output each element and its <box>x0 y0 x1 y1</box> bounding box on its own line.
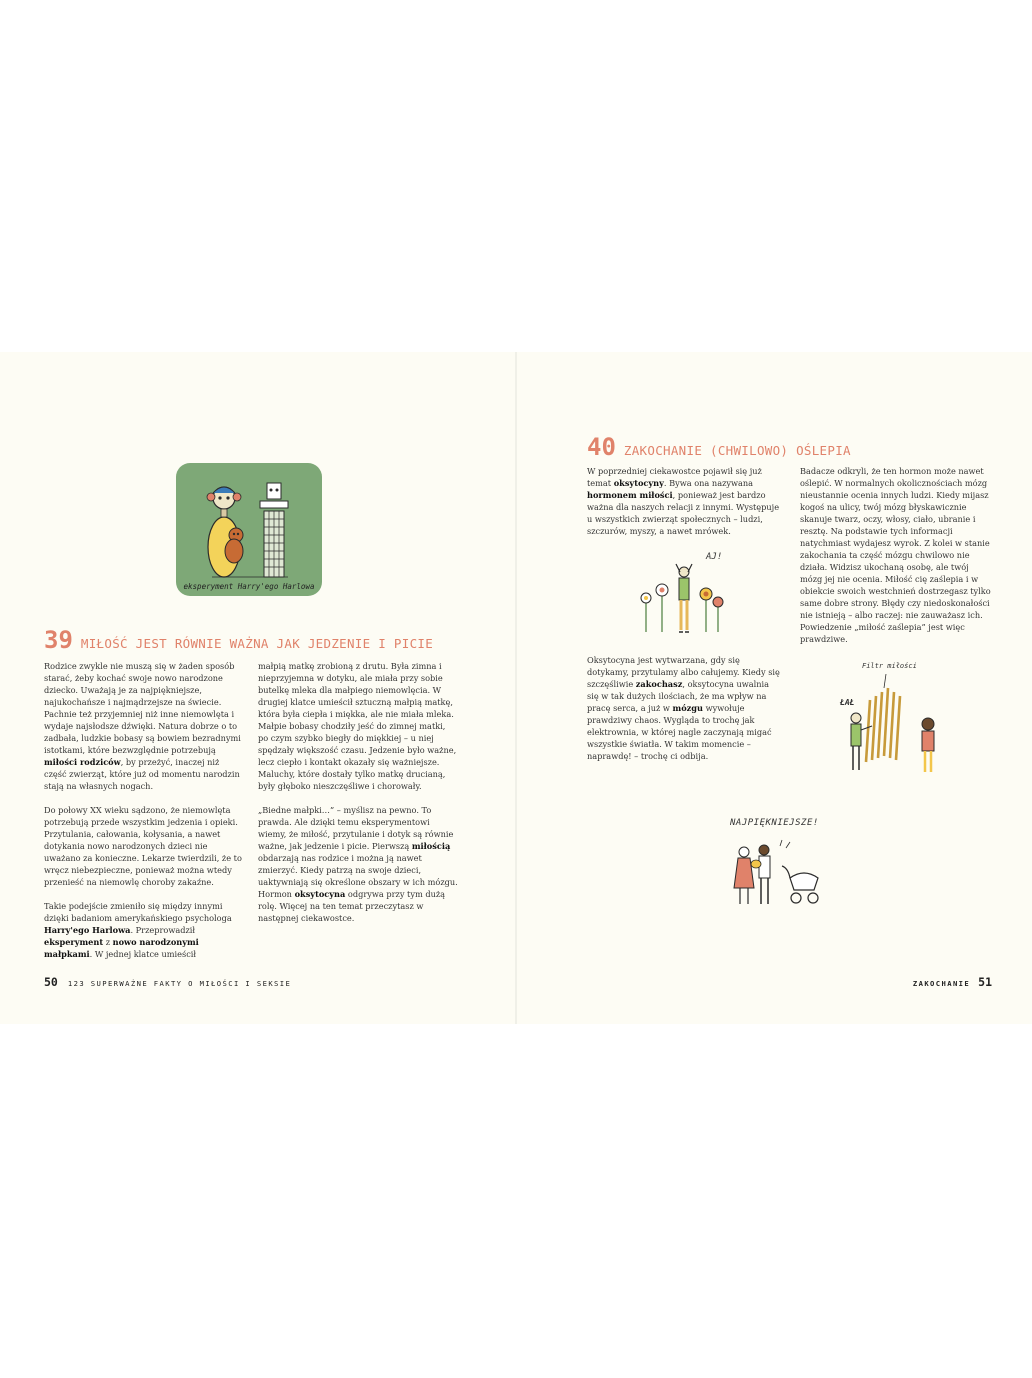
filter-of-love-drawing <box>836 660 946 778</box>
paragraph: Oksytocyna jest wytwarzana, gdy się dotykamy, przytulamy albo całujemy. Kiedy się szczęśliwie zakochasz, oksytocyna uwalnia się w tak dużych ilościach, że ma wpływ na pracę serca, a już w mózgu wywołuje prawdziwy chaos. Wygląda to trochę jak elektrownia, w której nagle zaczynają migać wszystkie światła. W takim momencie – naprawdę! – trochę ci odbija. <box>587 655 780 761</box>
paragraph: Takie podejście zmieniło się między innymi dzięki badaniom amerykańskiego psychologa Harry'ego Harlowa. Przeprowadził eksperyment z nowo narodzonymi małpkami. W jednej klatce umieścił <box>44 901 232 959</box>
most-beautiful-exclamation: NAJPIĘKNIEJSZE! <box>730 818 819 828</box>
section-39-number: 39 <box>44 626 73 654</box>
book-spread <box>0 352 1032 1024</box>
left-page-footer <box>44 975 291 989</box>
paragraph: W poprzedniej ciekawostce pojawił się już temat oksytocyny. Bywa ona nazywana hormonem miłości, ponieważ jest bardzo ważna dla naszych relacji z innymi. Występuje u wszystkich zwierząt społecznych – ludzi, szczurów, myszy, a nawet mrówek. <box>587 466 780 536</box>
wow-label: ŁAŁ <box>840 698 855 707</box>
flowers-illustration <box>632 552 728 634</box>
flowers-exclamation: AJ! <box>706 552 723 562</box>
section-39-column-2 <box>258 660 458 936</box>
paragraph: małpią matkę zrobioną z drutu. Była zimna i nieprzyjemna w dotyku, ale miała przy sobie butelkę mleka dla małpiego niemowlęcia. W drugiej klatce umieścił sztuczną małpią matkę, która była ciepła i miękka, ale nie miała mleka. Małpie bobasy chodziły jeść do zimnej matki, po czym szybko biegły do miękkiej – u niej spędzały większość czasu. Jedzenie było ważne, lecz ciepło i kontakt okazały się ważniejsze. Maluchy, które dostały tylko matkę drucianą, były głęboko nieszczęśliwe i chorowały. <box>258 661 457 791</box>
section-40-title: ZAKOCHANIE (CHWILOWO) OŚLEPIA <box>623 443 851 458</box>
chapter-running-head: ZAKOCHANIE <box>912 979 971 988</box>
family-illustration <box>718 818 834 914</box>
right-page-footer <box>900 975 992 989</box>
book-title-running-head: 123 SUPERWAŻNE FAKTY O MIŁOŚCI I SEKSIE <box>67 979 292 988</box>
section-40-block-1 <box>587 465 783 549</box>
section-39-title: MIŁOŚĆ JEST RÓWNIE WAŻNA JAK JEDZENIE I PICIE <box>80 636 434 651</box>
harlow-illustration <box>176 463 322 596</box>
section-39-column-1 <box>44 660 244 972</box>
section-40-heading <box>587 433 851 461</box>
paragraph: Do połowy XX wieku sądzono, że niemowlęta potrzebują przede wszystkim jedzenia i opieki. Przytulania, całowania, kołysania, a nawet dotykania nowo narodzonych dzieci nie uważano za konieczne. Lekarze twierdzili, że to wręcz niebezpieczne, ponieważ można wtedy przenieść na niemowlę choroby zakaźne. <box>44 805 242 887</box>
filter-label: Filtr miłości <box>862 662 917 670</box>
section-40-block-2 <box>587 654 783 774</box>
monkey-experiment-drawing <box>176 463 322 596</box>
page-number-right: 51 <box>978 975 992 989</box>
page-number-left: 50 <box>44 975 58 989</box>
paragraph: Rodzice zwykle nie muszą się w żaden sposób starać, żeby kochać swoje nowo narodzone dziecko. Uważają je za najpiękniejsze, najukochańsze i najmądrzejsze na świecie. Pachnie też przyjemniej niż inne niemowlęta i wydaje najsłodsze dźwięki. Natura dobrze o to zadbała, ludzkie bobasy są bowiem bezradnymi istotkami, które bezwzględnie potrzebują miłości rodziców, by przeżyć, inaczej niż część zwierząt, które już od momentu narodzin stają na własnych nogach. <box>44 661 241 791</box>
section-39-heading <box>44 626 433 654</box>
paragraph: Badacze odkryli, że ten hormon może nawet oślepić. W normalnych okolicznościach mózg nieustannie ocenia innych ludzi. Kiedy mijasz kogoś na ulicy, twój mózg błyskawicznie skanuje twarz, oczy, włosy, ciało, ubranie i resztę. Na podstawie tych informacji natychmiast wydajesz wyrok. Z kolei w stanie zakochania ta część mózgu chwilowo nie działa. Widzisz ukochaną osobę, ale twój mózg jej nie ocenia. Miłość cię zaślepia i w obiekcie swoich westchnień dostrzegasz tylko same dobre strony. Błędy czy niedoskonałości nie istnieją – albo raczej: nie zauważasz ich. Powiedzenie „miłość zaślepia” jest więc prawdziwe. <box>800 466 991 644</box>
family-with-baby-drawing <box>718 818 834 914</box>
section-40-block-3 <box>800 465 992 657</box>
love-filter-illustration <box>836 660 946 778</box>
illustration-caption: eksperyment Harry'ego Harlowa <box>183 582 315 591</box>
paragraph: „Biedne małpki…” – myślisz na pewno. To prawda. Ale dzięki temu eksperymentowi wiemy, że miłość, przytulanie i dotyk są równie ważne, jak jedzenie i picie. Pierwszą miłością obdarzają nas rodzice i można ją nawet zmierzyć. Kiedy patrzą na swoje dzieci, uaktywniają się określone obszary w ich mózgu. Hormon oksytocyna odgrywa przy tym dużą rolę. Więcej na ten temat przeczytasz w następnej ciekawostce. <box>258 805 458 923</box>
person-among-flowers-drawing <box>632 552 728 634</box>
section-40-number: 40 <box>587 433 616 461</box>
page-gutter <box>515 352 517 1024</box>
